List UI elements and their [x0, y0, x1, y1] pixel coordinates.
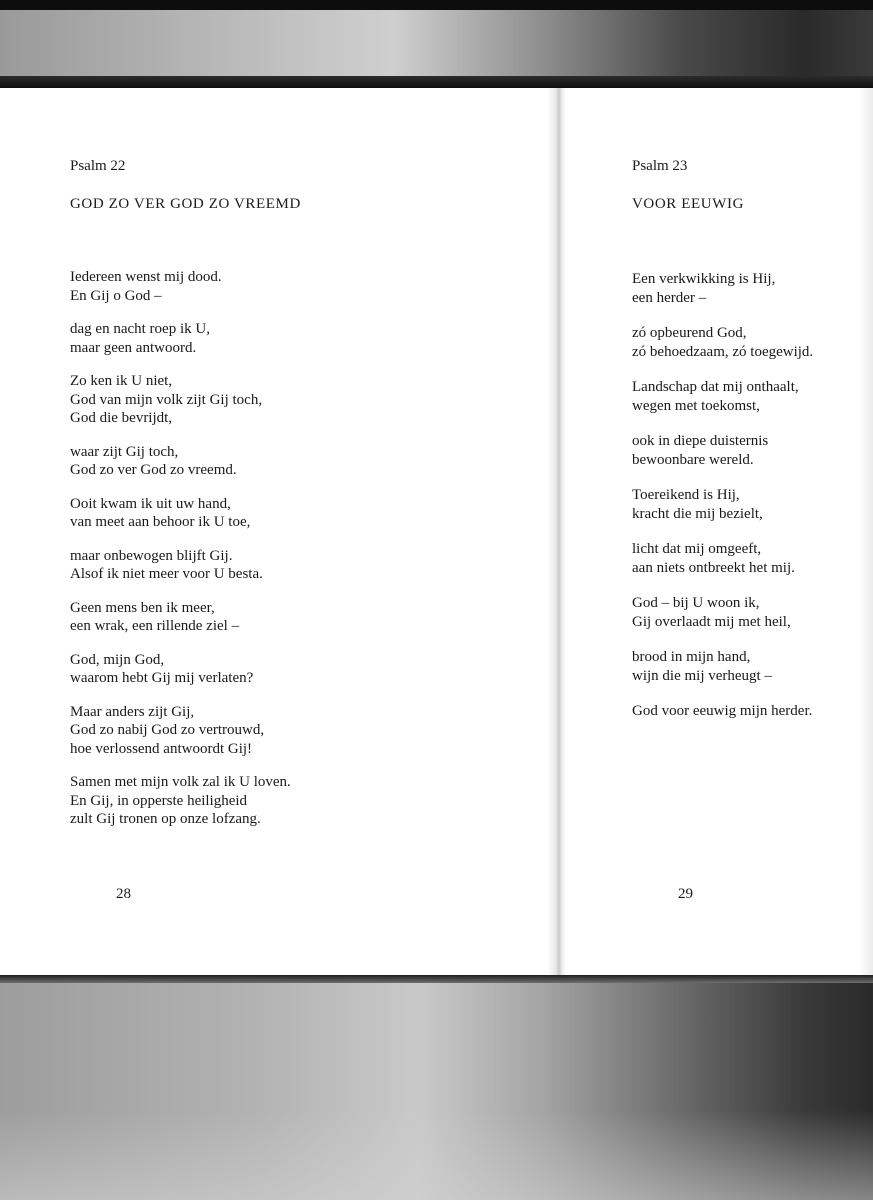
stanza — [70, 268, 291, 305]
stanza — [70, 547, 291, 584]
poem-line: Samen met mijn volk zal ik U loven. — [70, 774, 291, 790]
poem-body — [632, 270, 813, 738]
scanner-shadow-bottom — [0, 975, 873, 1200]
page-number: 28 — [116, 886, 131, 902]
poem-line: zult Gij tronen op onze lofzang. — [70, 811, 261, 827]
poem-line: Een verkwikking is Hij, — [632, 271, 776, 287]
poem-line: En Gij o God – — [70, 287, 162, 304]
poem-line: zó opbeurend God, — [632, 325, 747, 341]
stanza — [70, 495, 291, 532]
poem-line: een wrak, een rillende ziel – — [70, 618, 240, 634]
stanza — [70, 372, 291, 428]
stanza — [632, 486, 813, 523]
book-spread — [0, 88, 873, 975]
poem-line: Iedereen wenst mij dood. — [70, 269, 222, 285]
stanza — [70, 320, 291, 357]
scanner-shadow-top — [0, 0, 873, 88]
poem-line: Gij overlaadt mij met heil, — [632, 613, 791, 630]
stanza — [632, 594, 813, 631]
stanza — [632, 432, 813, 469]
poem-line: Ooit kwam ik uit uw hand, — [70, 495, 231, 512]
stanza — [632, 648, 813, 685]
poem-line: wegen met toekomst, — [632, 397, 760, 414]
psalm-title: GOD ZO VER GOD ZO VREEMD — [70, 196, 301, 212]
poem-line: wijn die mij verheugt – — [632, 667, 772, 684]
poem-line: Maar anders zijt Gij, — [70, 703, 195, 720]
psalm-label: Psalm 23 — [632, 158, 688, 174]
stanza — [632, 270, 813, 307]
stanza — [632, 702, 813, 721]
poem-line: God zo ver God zo vreemd. — [70, 462, 237, 478]
poem-line: hoe verlossend antwoordt Gij! — [70, 740, 253, 757]
poem-line: waar zijt Gij toch, — [70, 443, 179, 460]
poem-line: waarom hebt Gij mij verlaten? — [70, 670, 254, 686]
poem-line: Alsof ik niet meer voor U besta. — [70, 566, 263, 582]
page-number: 29 — [678, 886, 693, 902]
poem-line: God, mijn God, — [70, 651, 165, 668]
poem-line: bewoonbare wereld. — [632, 451, 754, 468]
stanza — [70, 599, 291, 636]
stanza — [70, 651, 291, 688]
stanza — [632, 324, 813, 361]
poem-line: Geen mens ben ik meer, — [70, 599, 215, 616]
stanza — [632, 540, 813, 577]
stanza — [70, 703, 291, 759]
poem-line: zó behoedzaam, zó toegewijd. — [632, 343, 814, 360]
psalm-label: Psalm 22 — [70, 158, 126, 174]
poem-line: Toereikend is Hij, — [632, 487, 740, 503]
poem-line: een herder – — [632, 289, 707, 306]
poem-line: kracht die mij bezielt, — [632, 505, 763, 522]
book-gutter — [548, 88, 566, 975]
poem-line: En Gij, in opperste heiligheid — [70, 792, 248, 809]
poem-line: God die bevrijdt, — [70, 410, 173, 426]
poem-line: God – bij U woon ik, — [632, 595, 760, 611]
page-edge — [859, 88, 873, 975]
poem-line: God van mijn volk zijt Gij toch, — [70, 391, 263, 408]
poem-line: Zo ken ik U niet, — [70, 373, 173, 389]
poem-line: Landschap dat mij onthaalt, — [632, 379, 799, 395]
poem-line: aan niets ontbreekt het mij. — [632, 559, 795, 576]
poem-line: maar geen antwoord. — [70, 339, 197, 356]
poem-line: God zo nabij God zo vertrouwd, — [70, 722, 265, 738]
poem-line: licht dat mij omgeeft, — [632, 541, 762, 557]
poem-body — [70, 268, 291, 844]
poem-line: brood in mijn hand, — [632, 649, 751, 665]
stanza — [70, 443, 291, 480]
stanza — [632, 378, 813, 415]
poem-line: God voor eeuwig mijn herder. — [632, 703, 813, 719]
stanza — [70, 773, 291, 829]
poem-line: maar onbewogen blijft Gij. — [70, 547, 233, 564]
poem-line: dag en nacht roep ik U, — [70, 321, 210, 337]
psalm-title: VOOR EEUWIG — [632, 196, 744, 212]
poem-line: ook in diepe duisternis — [632, 433, 769, 449]
poem-line: van meet aan behoor ik U toe, — [70, 514, 251, 530]
